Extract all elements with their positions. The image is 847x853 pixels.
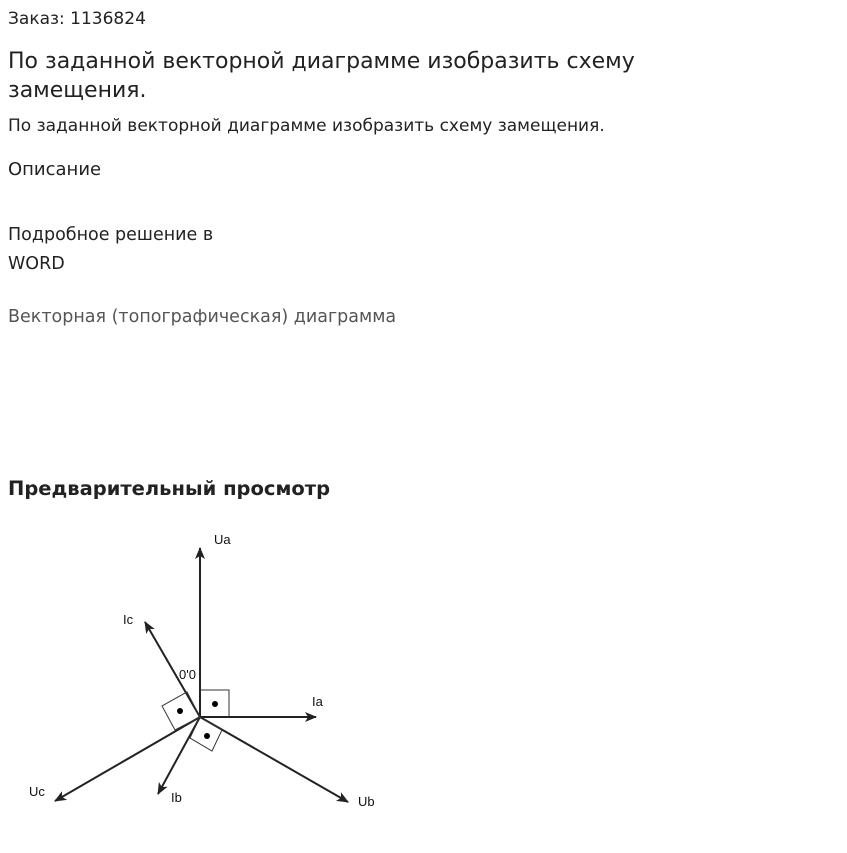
uc-label: Uc [29,784,45,799]
task-subtitle: По заданной векторной диаграмме изобразить схему замещения. [8,116,605,136]
right-angle-dot-b [204,733,210,739]
uc-vector [55,717,200,801]
ib-label: Ib [171,790,182,805]
solution-detail: Подробное решение в WORD [8,225,214,274]
right-angle-dot-c [177,708,183,714]
page-title: По заданной векторной диаграмме изобразить схему замещения. [8,49,635,103]
description-heading: Описание [8,159,102,180]
ua-label: Ua [214,532,231,547]
right-angle-dot-a [212,701,218,707]
diagram-link[interactable]: Векторная (топографическая) диаграмма [8,307,397,327]
origin-label: 0'0 [179,667,196,682]
preview-heading: Предварительный просмотр [8,477,331,500]
ub-label: Ub [358,794,375,809]
ia-label: Ia [312,694,323,709]
vector-diagram-preview [0,515,420,845]
order-number: Заказ: 1136824 [8,9,146,29]
ic-label: Ic [123,612,134,627]
